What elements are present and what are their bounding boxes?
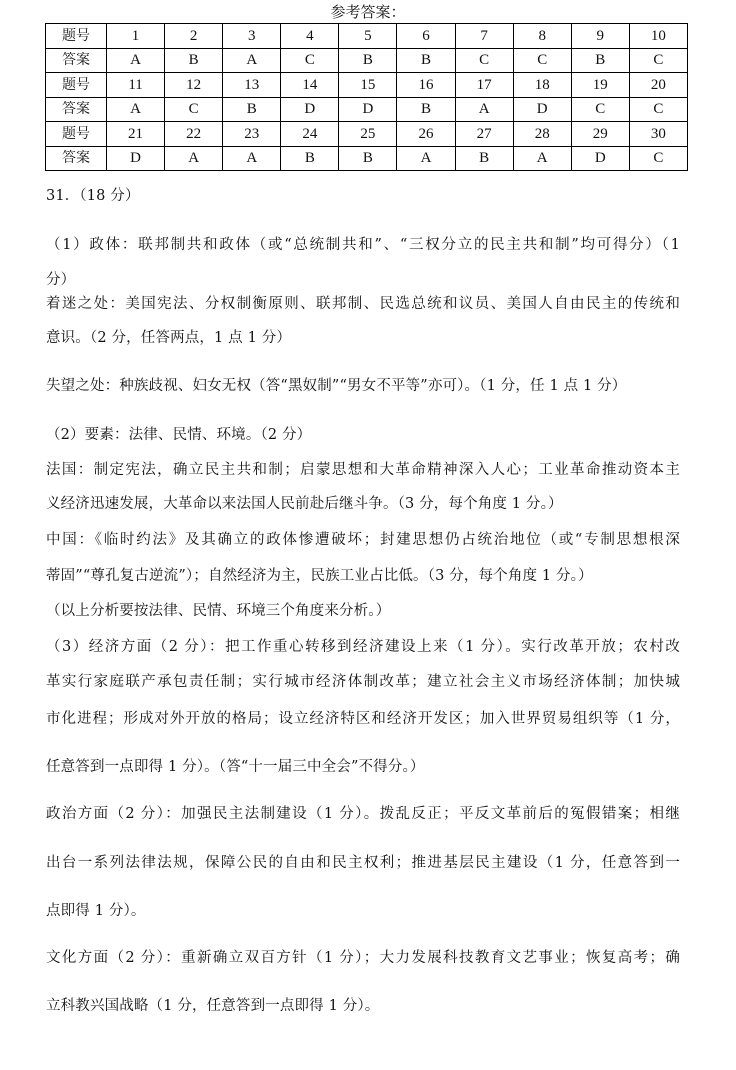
table-cell: C: [513, 48, 571, 73]
table-cell: 12: [165, 73, 223, 98]
answer-line: 义经济迅速发展，大革命以来法国人民前赴后继斗争。（3 分，每个角度 1 分。）: [46, 496, 563, 512]
table-cell: 23: [223, 122, 281, 147]
answer-line: 中国：《临时约法》及其确立的政体惨遭破坏；封建思想仍占统治地位（或“专制思想根深: [46, 532, 680, 548]
answer-line: （1）政体：联邦制共和政体（或“总统制共和”、“三权分立的民主共和制”均可得分）（1: [46, 237, 680, 253]
answer-line: （以上分析要按法律、民情、环境三个角度来分析。）: [46, 603, 391, 619]
table-cell: C: [571, 97, 629, 122]
row-header-cell: 题号: [46, 73, 107, 98]
table-cell: 9: [571, 24, 629, 49]
table-cell: B: [165, 48, 223, 73]
table-cell: C: [629, 146, 687, 171]
table-cell: B: [571, 48, 629, 73]
answer-line: 法国：制定宪法，确立民主共和制；启蒙思想和大革命精神深入人心；工业革命推动资本主: [46, 462, 680, 478]
table-cell: 1: [107, 24, 165, 49]
table-cell: 3: [223, 24, 281, 49]
table-cell: 21: [107, 122, 165, 147]
table-cell: 26: [397, 122, 455, 147]
table-cell: 18: [513, 73, 571, 98]
row-header-cell: 答案: [46, 97, 107, 122]
answer-row: [46, 146, 688, 171]
table-cell: D: [513, 97, 571, 122]
answer-line: （2）要素：法律、民情、环境。（2 分）: [46, 427, 312, 443]
table-cell: B: [397, 97, 455, 122]
table-cell: B: [339, 146, 397, 171]
answer-row: [46, 48, 688, 73]
answer-line: 失望之处：种族歧视、妇女无权（答“黑奴制”“男女不平等”亦可）。（1 分，任 1 点 1 分）: [46, 378, 627, 394]
table-cell: C: [629, 97, 687, 122]
table-cell: C: [281, 48, 339, 73]
answer-line: （3）经济方面（2 分）：把工作重心转移到经济建设上来（1 分）。实行改革开放；农村改: [46, 639, 680, 655]
question-number-row: [46, 122, 688, 147]
answer-line: 文化方面（2 分）：重新确立双百方针（1 分）；大力发展科技教育文艺事业；恢复高考；确: [46, 950, 680, 966]
table-cell: D: [571, 146, 629, 171]
question-heading: 31．（18 分）: [46, 188, 140, 204]
table-cell: 20: [629, 73, 687, 98]
answer-line: 立科教兴国战略（1 分，任意答到一点即得 1 分）。: [46, 998, 380, 1014]
table-cell: C: [629, 48, 687, 73]
table-cell: B: [455, 146, 513, 171]
table-cell: A: [107, 48, 165, 73]
table-cell: C: [165, 97, 223, 122]
table-cell: 25: [339, 122, 397, 147]
table-cell: 5: [339, 24, 397, 49]
row-header-cell: 题号: [46, 24, 107, 49]
table-cell: 30: [629, 122, 687, 147]
answer-line: 革实行家庭联产承包责任制；实行城市经济体制改革；建立社会主义市场经济体制；加快城: [46, 674, 680, 690]
table-cell: 15: [339, 73, 397, 98]
question-number-row: [46, 24, 688, 49]
table-cell: D: [281, 97, 339, 122]
table-cell: 16: [397, 73, 455, 98]
table-cell: 10: [629, 24, 687, 49]
answer-line: 蒂固”“尊孔复古逆流”）；自然经济为主，民族工业占比低。（3 分，每个角度 1 分。）: [46, 568, 593, 584]
question-number-row: [46, 73, 688, 98]
table-cell: 13: [223, 73, 281, 98]
table-cell: 28: [513, 122, 571, 147]
row-header-cell: 答案: [46, 146, 107, 171]
row-header-cell: 答案: [46, 48, 107, 73]
table-cell: 24: [281, 122, 339, 147]
table-cell: C: [455, 48, 513, 73]
table-cell: 27: [455, 122, 513, 147]
table-cell: A: [107, 97, 165, 122]
answer-line: 分）: [46, 272, 76, 288]
table-cell: B: [397, 48, 455, 73]
table-cell: 11: [107, 73, 165, 98]
page-title: 参考答案：: [330, 3, 406, 21]
table-cell: 19: [571, 73, 629, 98]
table-cell: D: [339, 97, 397, 122]
table-cell: 4: [281, 24, 339, 49]
answer-line: 点即得 1 分）。: [46, 903, 146, 919]
row-header-cell: 题号: [46, 122, 107, 147]
table-cell: 2: [165, 24, 223, 49]
table-cell: 29: [571, 122, 629, 147]
table-cell: B: [223, 97, 281, 122]
table-cell: 6: [397, 24, 455, 49]
table-cell: 22: [165, 122, 223, 147]
table-cell: D: [107, 146, 165, 171]
answer-line: 着迷之处：美国宪法、分权制衡原则、联邦制、民选总统和议员、美国人自由民主的传统和: [46, 296, 680, 312]
table-cell: A: [455, 97, 513, 122]
table-cell: B: [339, 48, 397, 73]
answer-line: 出台一系列法律法规，保障公民的自由和民主权利；推进基层民主建设（1 分，任意答到一: [46, 855, 680, 871]
table-cell: A: [165, 146, 223, 171]
answer-row: [46, 97, 688, 122]
table-cell: 17: [455, 73, 513, 98]
answer-line: 任意答到一点即得 1 分）。（答“十一届三中全会”不得分。）: [46, 759, 425, 775]
table-cell: A: [223, 48, 281, 73]
table-cell: A: [397, 146, 455, 171]
table-cell: 8: [513, 24, 571, 49]
table-cell: 7: [455, 24, 513, 49]
table-cell: A: [513, 146, 571, 171]
table-cell: 14: [281, 73, 339, 98]
table-cell: A: [223, 146, 281, 171]
answer-table: [45, 23, 688, 171]
answer-line: 政治方面（2 分）：加强民主法制建设（1 分）。拨乱反正；平反文革前后的冤假错案；相继: [46, 806, 680, 822]
answer-line: 意识。（2 分，任答两点，1 点 1 分）: [46, 330, 292, 346]
table-cell: B: [281, 146, 339, 171]
answer-line: 市化进程；形成对外开放的格局；设立经济特区和经济开发区；加入世界贸易组织等（1 分，: [46, 711, 680, 727]
